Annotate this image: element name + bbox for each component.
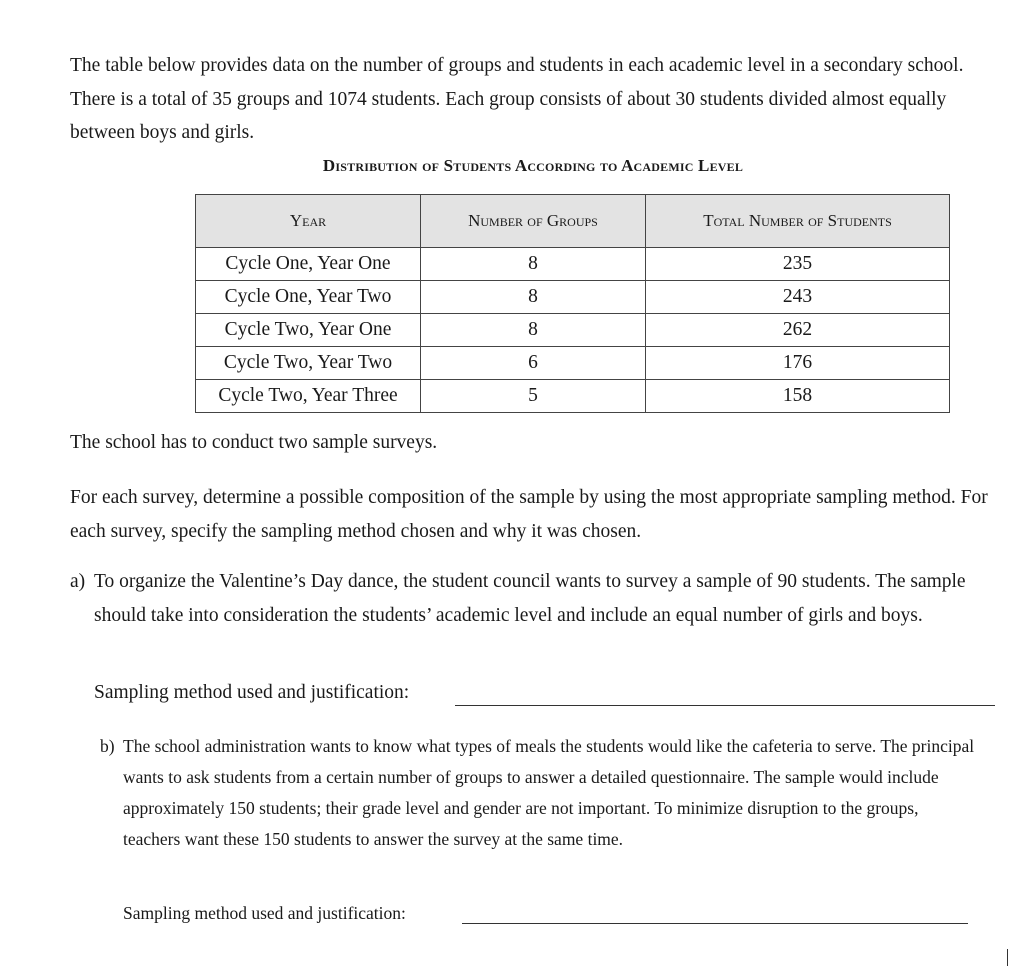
cell-students: 158 [646, 380, 950, 413]
answer-b-label: Sampling method used and justification: [123, 903, 406, 923]
cell-year: Cycle Two, Year Two [196, 347, 421, 380]
question-a-text: To organize the Valentine’s Day dance, the student council wants to survey a sample of 90 students. The sample should take into consideration the students’ academic level and include an equal number of girls and boys. [94, 571, 966, 626]
table-row [196, 347, 950, 380]
cell-groups: 6 [421, 347, 646, 380]
table-title: Distribution of Students According to Academic Level [322, 156, 744, 175]
cell-year: Cycle Two, Year Three [196, 380, 421, 413]
question-b [100, 731, 980, 855]
intro-paragraph: The table below provides data on the number of groups and students in each academic level in a secondary school. There is a total of 35 groups and 1074 students. Each group consists of about 30 students divided almost equally between boys and girls. [70, 55, 964, 143]
cell-year: Cycle One, Year One [196, 248, 421, 281]
question-b-label: b) [100, 736, 115, 756]
instructions-paragraph: For each survey, determine a possible composition of the sample by using the most appropriate sampling method. For each survey, specify the sampling method chosen and why it was chosen. [70, 487, 988, 542]
table-header-row [196, 195, 950, 248]
answer-a-line[interactable] [455, 683, 995, 706]
cell-groups: 8 [421, 281, 646, 314]
surveys-paragraph: The school has to conduct two sample surveys. [70, 432, 438, 453]
cell-students: 235 [646, 248, 950, 281]
header-year: Year [196, 195, 421, 248]
table-row [196, 314, 950, 347]
table-row [196, 281, 950, 314]
cell-students: 262 [646, 314, 950, 347]
cell-students: 176 [646, 347, 950, 380]
question-a [70, 565, 1005, 632]
distribution-table [195, 194, 950, 413]
cell-groups: 8 [421, 314, 646, 347]
answer-a-label: Sampling method used and justification: [94, 682, 410, 703]
text-cursor [1007, 949, 1008, 966]
question-a-label: a) [70, 571, 86, 592]
cell-students: 243 [646, 281, 950, 314]
answer-b-line[interactable] [462, 903, 968, 924]
cell-groups: 8 [421, 248, 646, 281]
header-groups: Number of Groups [421, 195, 646, 248]
table-row [196, 380, 950, 413]
cell-groups: 5 [421, 380, 646, 413]
cell-year: Cycle Two, Year One [196, 314, 421, 347]
cell-year: Cycle One, Year Two [196, 281, 421, 314]
table-row [196, 248, 950, 281]
header-students: Total Number of Students [646, 195, 950, 248]
question-b-text: The school administration wants to know what types of meals the students would like the cafeteria to serve. The principal wants to ask students from a certain number of groups to answer a detailed questionnaire. The sample would include approximately 150 students; their grade level and gender are not important. To minimize disruption to the groups, teachers want these 150 students to answer the survey at the same time. [123, 736, 975, 849]
